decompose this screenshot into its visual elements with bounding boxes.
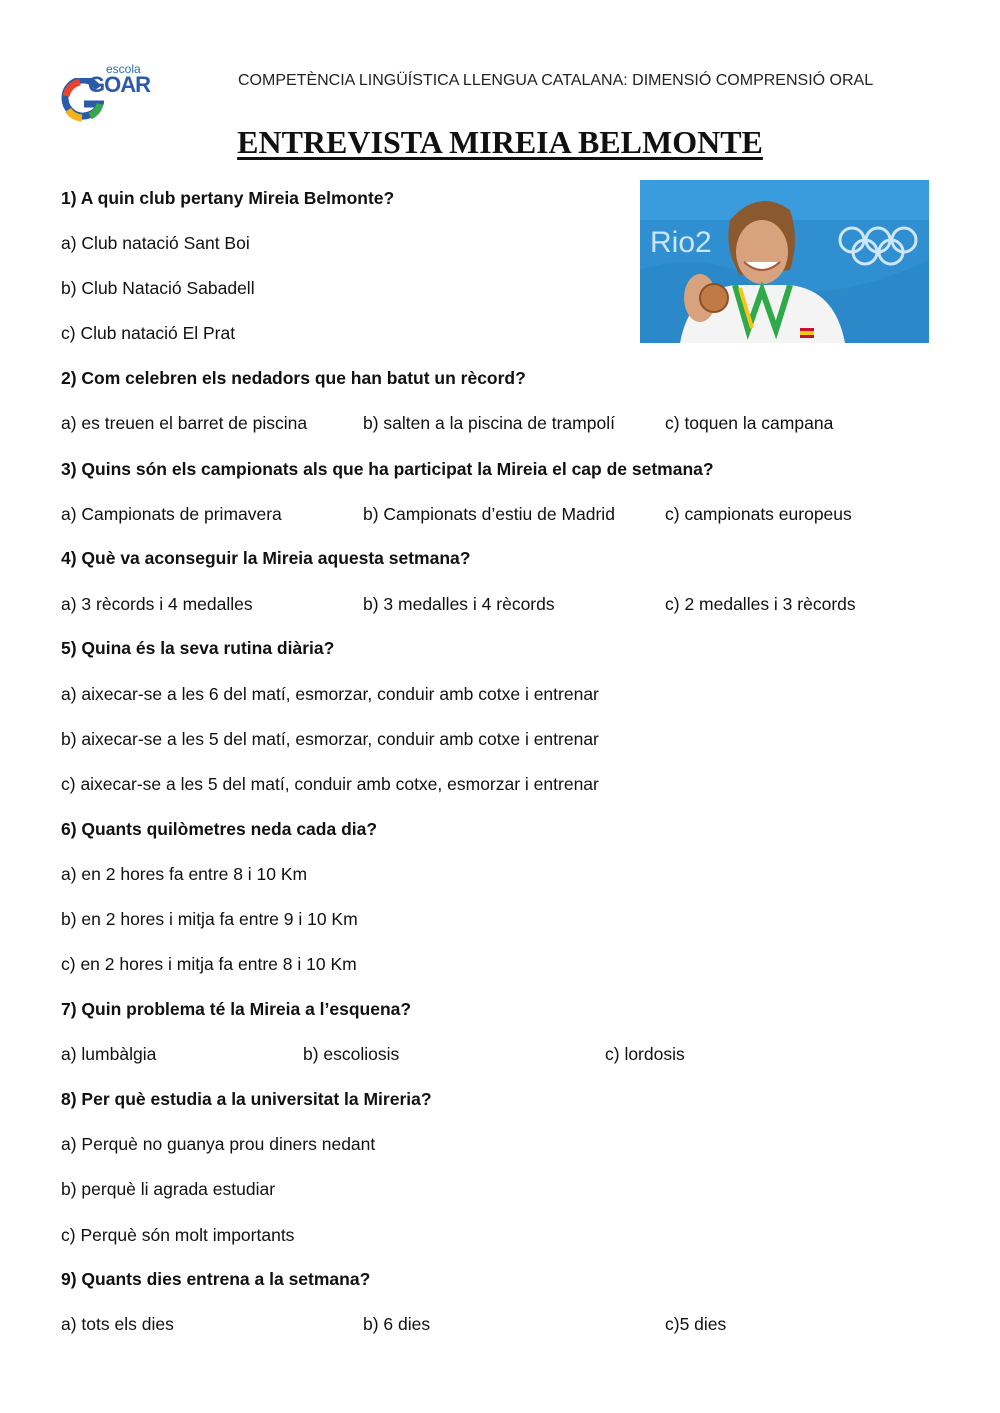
question-9: 9) Quants dies entrena a la setmana? (61, 1269, 371, 1289)
question-1: 1) A quin club pertany Mireia Belmonte? (61, 188, 395, 208)
logo-mark-icon (60, 78, 104, 122)
question-8: 8) Per què estudia a la universitat la Mireria? (61, 1089, 432, 1109)
option-4b[interactable]: b) 3 medalles i 4 rècords (363, 594, 555, 614)
question-7: 7) Quin problema té la Mireia a l’esquena? (61, 999, 412, 1019)
rio-banner-text: Rio2 (650, 226, 712, 259)
option-5c[interactable]: c) aixecar-se a les 5 del matí, conduir amb cotxe, esmorzar i entrenar (61, 774, 599, 794)
logo-small-text: escola (106, 62, 141, 76)
option-6a[interactable]: a) en 2 hores fa entre 8 i 10 Km (61, 864, 308, 884)
option-2c[interactable]: c) toquen la campana (665, 413, 834, 433)
option-1b[interactable]: b) Club Natació Sabadell (61, 278, 255, 298)
option-4c[interactable]: c) 2 medalles i 3 rècords (665, 594, 856, 614)
option-3b[interactable]: b) Campionats d’estiu de Madrid (363, 504, 615, 524)
option-2a[interactable]: a) es treuen el barret de piscina (61, 413, 308, 433)
question-6: 6) Quants quilòmetres neda cada dia? (61, 819, 378, 839)
option-8a[interactable]: a) Perquè no guanya prou diners nedant (61, 1134, 376, 1154)
option-7b[interactable]: b) escoliosis (303, 1044, 400, 1064)
question-4: 4) Què va aconseguir la Mireia aquesta setmana? (61, 548, 471, 568)
question-3: 3) Quins són els campionats als que ha participat la Mireia el cap de setmana? (61, 459, 714, 479)
option-4a[interactable]: a) 3 rècords i 4 medalles (61, 594, 253, 614)
swimmer-photo-illustration (640, 180, 929, 343)
option-9c[interactable]: c)5 dies (665, 1314, 727, 1334)
option-7a[interactable]: a) lumbàlgia (61, 1044, 157, 1064)
option-5b[interactable]: b) aixecar-se a les 5 del matí, esmorzar, conduir amb cotxe i entrenar (61, 729, 599, 749)
option-3c[interactable]: c) campionats europeus (665, 504, 852, 524)
option-6b[interactable]: b) en 2 hores i mitja fa entre 9 i 10 Km (61, 909, 358, 929)
swimmer-photo (640, 180, 929, 343)
option-9a[interactable]: a) tots els dies (61, 1314, 174, 1334)
option-9b[interactable]: b) 6 dies (363, 1314, 431, 1334)
logo-word: GOAR (88, 72, 150, 97)
option-6c[interactable]: c) en 2 hores i mitja fa entre 8 i 10 Km (61, 954, 357, 974)
option-2b[interactable]: b) salten a la piscina de trampolí (363, 413, 615, 433)
option-8c[interactable]: c) Perquè són molt importants (61, 1225, 295, 1245)
option-7c[interactable]: c) lordosis (605, 1044, 685, 1064)
option-1c[interactable]: c) Club natació El Prat (61, 323, 236, 343)
option-1a[interactable]: a) Club natació Sant Boi (61, 233, 250, 253)
school-logo (60, 64, 160, 124)
option-8b[interactable]: b) perquè li agrada estudiar (61, 1179, 276, 1199)
question-2: 2) Com celebren els nedadors que han batut un rècord? (61, 368, 526, 388)
option-5a[interactable]: a) aixecar-se a les 6 del matí, esmorzar, conduir amb cotxe i entrenar (61, 684, 599, 704)
page-title: ENTREVISTA MIREIA BELMONTE (237, 124, 763, 160)
option-3a[interactable]: a) Campionats de primavera (61, 504, 282, 524)
header-text: COMPETÈNCIA LINGÜÍSTICA LLENGUA CATALANA: DIMENSIÓ COMPRENSIÓ ORAL (238, 72, 874, 89)
question-5: 5) Quina és la seva rutina diària? (61, 638, 335, 658)
